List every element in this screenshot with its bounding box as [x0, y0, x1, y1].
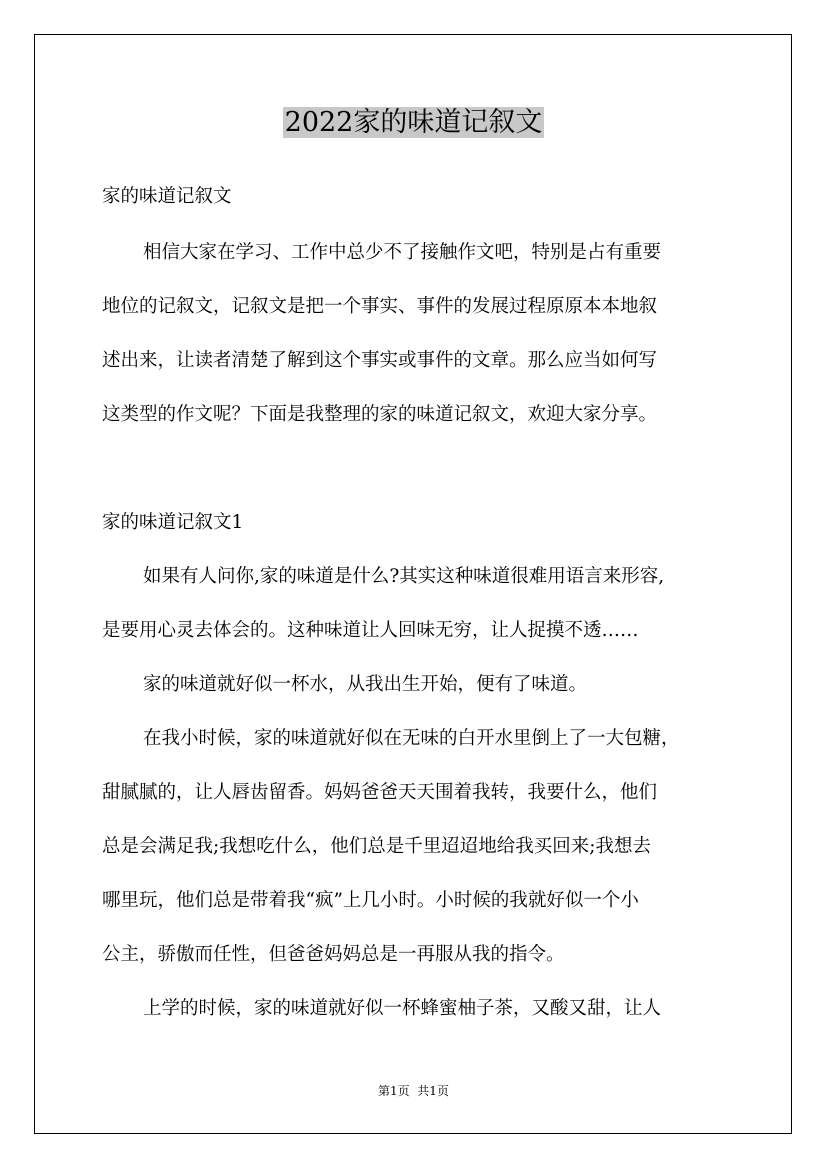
body-line: 是要用心灵去体会的。这种味道让人回味无穷，让人捉摸不透…… [102, 620, 639, 641]
intro-line: 述出来，让读者清楚了解到这个事实或事件的文章。那么应当如何写 [102, 350, 658, 371]
intro-line: 这类型的作文呢？下面是我整理的家的味道记叙文，欢迎大家分享。 [102, 404, 658, 425]
page-footer: 第1页 共1页 [378, 1084, 449, 1098]
section-heading: 家的味道记叙文1 [102, 512, 244, 533]
intro-line: 地位的记叙文，记叙文是把一个事实、事件的发展过程原原本本地叙 [102, 296, 658, 317]
body-line: 公主，骄傲而任性，但爸爸妈妈总是一再服从我的指令。 [102, 944, 565, 965]
document-title [0, 100, 827, 139]
body-line: 总是会满足我;我想吃什么，他们总是千里迢迢地给我买回来;我想去 [102, 836, 651, 857]
body-line: 甜腻腻的，让人唇齿留香。妈妈爸爸天天围着我转，我要什么，他们 [102, 782, 658, 803]
body-line: 家的味道就好似一杯水，从我出生开始，便有了味道。 [143, 674, 588, 695]
intro-line: 相信大家在学习、工作中总少不了接触作文吧，特别是占有重要 [143, 242, 662, 263]
subtitle: 家的味道记叙文 [102, 186, 232, 207]
body-line: 哪里玩，他们总是带着我“疯”上几小时。小时候的我就好似一个小 [102, 890, 639, 911]
body-line: 上学的时候，家的味道就好似一杯蜂蜜柚子茶，又酸又甜，让人 [143, 998, 662, 1019]
body-line: 在我小时候，家的味道就好似在无味的白开水里倒上了一大包糖， [143, 728, 680, 749]
document-title-text: 2022家的味道记叙文 [284, 107, 543, 138]
body-line: 如果有人问你,家的味道是什么?其实这种味道很难用语言来形容, [143, 566, 665, 587]
